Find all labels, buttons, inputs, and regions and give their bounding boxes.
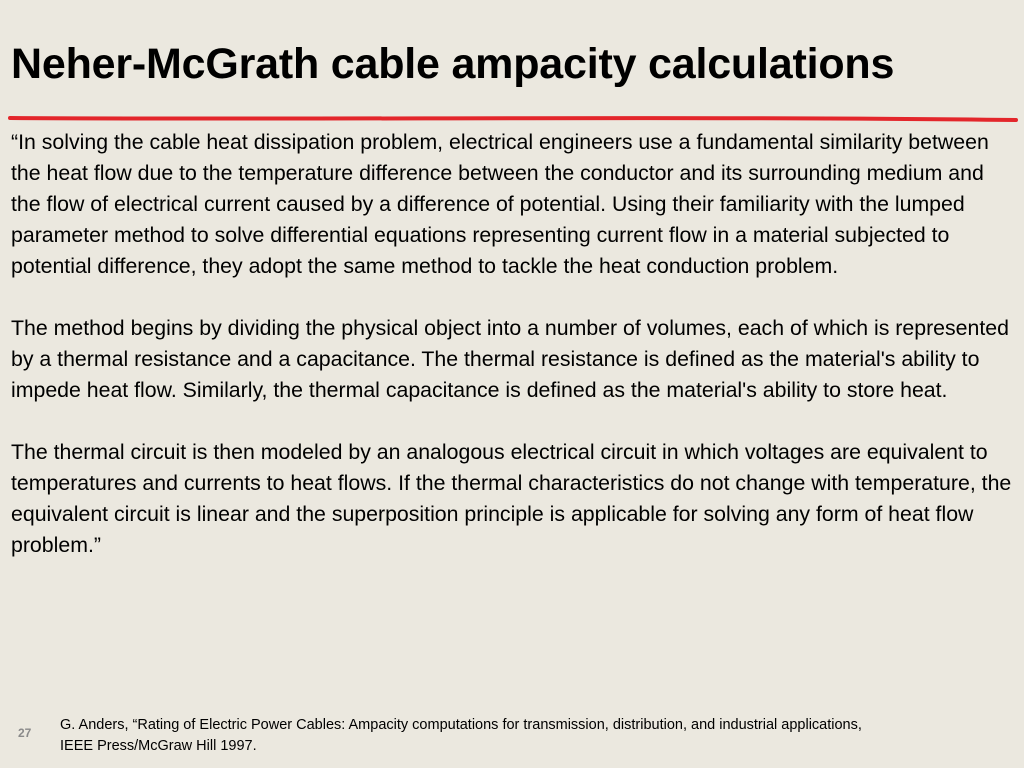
quote-body: [11, 127, 1019, 592]
quote-paragraph-1: “In solving the cable heat dissipation problem, electrical engineers use a fundamental similarity between the heat flow due to the temperature difference between the conductor and its surrounding medium and the flow of electrical current caused by a difference of potential. Using their familiarity with the lumped parameter method to solve differential equations representing current flow in a material subjected to potential difference, they adopt the same method to tackle the heat conduction problem.: [11, 130, 989, 278]
slide-title: Neher-McGrath cable ampacity calculations: [11, 40, 895, 88]
title-underline: [0, 0, 1024, 140]
citation-line-1: G. Anders, “Rating of Electric Power Cables: Ampacity computations for transmission, distribution, and industrial applications,: [60, 717, 862, 733]
citation: [60, 715, 1018, 757]
quote-paragraph-3: The thermal circuit is then modeled by an analogous electrical circuit in which voltages are equivalent to temperatures and currents to heat flows. If the thermal characteristics do not change with temperature, the equivalent circuit is linear and the superposition principle is applicable for solving any form of heat flow problem.”: [11, 440, 1012, 557]
citation-line-2: IEEE Press/McGraw Hill 1997.: [60, 738, 257, 754]
quote-paragraph-2: The method begins by dividing the physical object into a number of volumes, each of which is represented by a thermal resistance and a capacitance. The thermal resistance is defined as the material's ability to impede heat flow. Similarly, the thermal capacitance is defined as the material's ability to store heat.: [11, 316, 1009, 402]
page-number: 27: [18, 726, 32, 740]
